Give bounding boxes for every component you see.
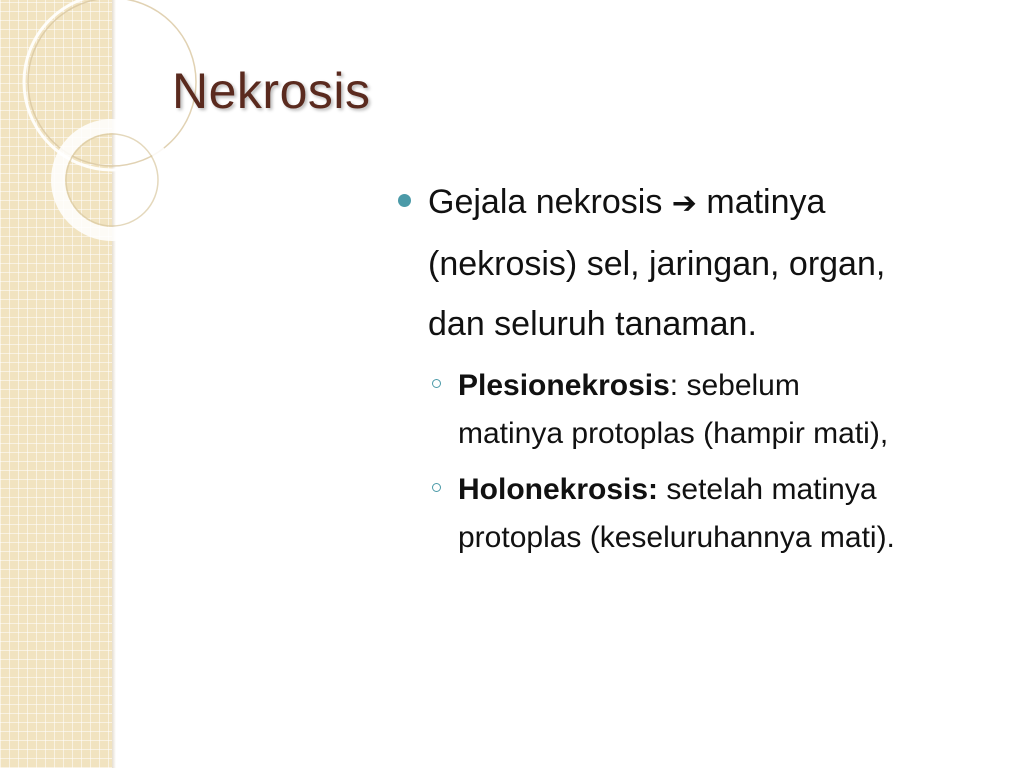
right-arrow-icon: ➔	[671, 186, 697, 221]
sub-bullet-line-1	[458, 362, 996, 410]
sub-bullet-text: setelah matinya	[658, 473, 877, 506]
sub-bullet-line-2: protoplas (keseluruhannya mati).	[458, 521, 895, 554]
main-bullet-text-start: Gejala nekrosis	[428, 183, 672, 221]
decorative-ring-small-edge	[66, 134, 158, 226]
term-holonekrosis: Holonekrosis:	[458, 473, 659, 506]
sub-bullet-holonekrosis	[396, 466, 996, 562]
decorative-ring-large-shadow	[28, 0, 196, 166]
slide-content	[396, 172, 996, 570]
decorative-ring-small	[58, 126, 166, 234]
term-separator: :	[669, 369, 679, 402]
sub-bullet-line-1	[458, 466, 996, 514]
term-plesionekrosis: Plesionekrosis	[458, 369, 670, 402]
sub-bullet-text: sebelum	[678, 369, 800, 402]
sub-bullet-ring-icon	[432, 379, 441, 388]
decorative-rings	[0, 0, 160, 260]
sub-bullet-plesionekrosis	[396, 362, 996, 458]
sub-bullet-list	[396, 362, 996, 562]
sub-bullet-line-2: matinya protoplas (hampir mati),	[458, 417, 889, 450]
main-bullet-line-1	[428, 172, 996, 234]
sub-bullet-ring-icon	[432, 483, 441, 492]
main-bullet-line-2: (nekrosis) sel, jaringan, organ,	[428, 245, 886, 283]
main-bullet-line-3: dan seluruh tanaman.	[428, 305, 757, 343]
slide-title: Nekrosis	[172, 63, 371, 119]
bullet-dot-icon	[398, 194, 411, 207]
main-bullet	[396, 172, 996, 354]
main-bullet-text-end: matinya	[696, 183, 826, 221]
